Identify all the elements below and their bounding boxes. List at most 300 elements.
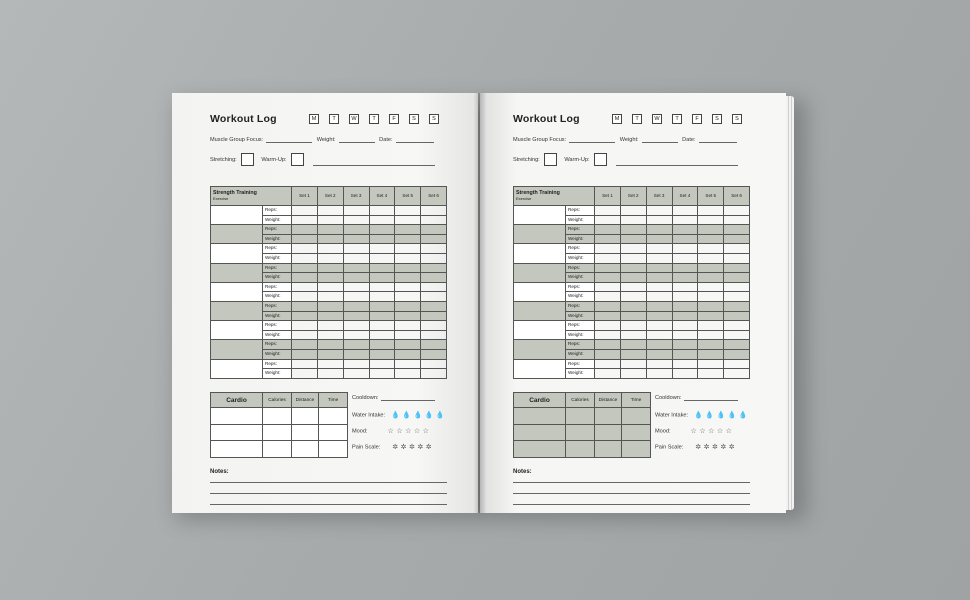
set-entry-cell[interactable] — [343, 292, 369, 302]
set-entry-cell[interactable] — [646, 301, 672, 311]
set-entry-cell[interactable] — [698, 301, 724, 311]
set-entry-cell[interactable] — [672, 234, 698, 244]
exercise-cell[interactable] — [514, 340, 566, 359]
set-entry-cell[interactable] — [292, 349, 318, 359]
exercise-cell[interactable] — [514, 244, 566, 263]
notes-line[interactable] — [513, 504, 750, 505]
set-entry-cell[interactable] — [421, 225, 447, 235]
set-entry-cell[interactable] — [292, 301, 318, 311]
date-field[interactable] — [396, 137, 434, 143]
set-entry-cell[interactable] — [343, 321, 369, 331]
set-entry-cell[interactable] — [317, 359, 343, 369]
set-entry-cell[interactable] — [395, 234, 421, 244]
set-entry-cell[interactable] — [646, 292, 672, 302]
exercise-cell[interactable] — [514, 321, 566, 340]
exercise-cell[interactable] — [514, 301, 566, 320]
set-entry-cell[interactable] — [724, 369, 750, 379]
set-entry-cell[interactable] — [672, 263, 698, 273]
set-entry-cell[interactable] — [369, 292, 395, 302]
set-entry-cell[interactable] — [317, 301, 343, 311]
set-entry-cell[interactable] — [317, 215, 343, 225]
set-entry-cell[interactable] — [646, 225, 672, 235]
set-entry-cell[interactable] — [369, 330, 395, 340]
set-entry-cell[interactable] — [724, 215, 750, 225]
set-entry-cell[interactable] — [317, 311, 343, 321]
cardio-entry-cell[interactable] — [292, 424, 319, 441]
cardio-entry-cell[interactable] — [211, 424, 263, 441]
notes-line[interactable] — [513, 493, 750, 494]
set-entry-cell[interactable] — [620, 340, 646, 350]
exercise-cell[interactable] — [211, 244, 263, 263]
muscle-group-field[interactable] — [266, 137, 312, 143]
warmup-notes-field[interactable] — [616, 160, 738, 166]
weekday-checkbox[interactable]: F — [389, 114, 399, 124]
set-entry-cell[interactable] — [646, 234, 672, 244]
exercise-cell[interactable] — [211, 206, 263, 225]
set-entry-cell[interactable] — [698, 253, 724, 263]
set-entry-cell[interactable] — [724, 349, 750, 359]
set-entry-cell[interactable] — [343, 330, 369, 340]
set-entry-cell[interactable] — [421, 359, 447, 369]
cardio-entry-cell[interactable] — [566, 424, 595, 441]
set-entry-cell[interactable] — [317, 253, 343, 263]
set-entry-cell[interactable] — [646, 215, 672, 225]
set-entry-cell[interactable] — [292, 253, 318, 263]
exercise-cell[interactable] — [211, 282, 263, 301]
cardio-entry-cell[interactable] — [263, 408, 292, 425]
cardio-entry-cell[interactable] — [514, 408, 566, 425]
set-entry-cell[interactable] — [672, 273, 698, 283]
set-entry-cell[interactable] — [646, 206, 672, 216]
set-entry-cell[interactable] — [646, 321, 672, 331]
set-entry-cell[interactable] — [317, 369, 343, 379]
set-entry-cell[interactable] — [620, 234, 646, 244]
cardio-entry-cell[interactable] — [211, 441, 263, 458]
set-entry-cell[interactable] — [724, 359, 750, 369]
notes-line[interactable] — [210, 482, 447, 483]
cooldown-field[interactable] — [684, 395, 738, 401]
set-entry-cell[interactable] — [698, 215, 724, 225]
set-entry-cell[interactable] — [646, 330, 672, 340]
set-entry-cell[interactable] — [672, 206, 698, 216]
set-entry-cell[interactable] — [620, 253, 646, 263]
set-entry-cell[interactable] — [698, 349, 724, 359]
star-icons[interactable]: ☆☆☆☆☆ — [387, 428, 432, 435]
set-entry-cell[interactable] — [317, 206, 343, 216]
set-entry-cell[interactable] — [646, 311, 672, 321]
set-entry-cell[interactable] — [620, 330, 646, 340]
exercise-cell[interactable] — [514, 263, 566, 282]
set-entry-cell[interactable] — [595, 330, 621, 340]
set-entry-cell[interactable] — [698, 330, 724, 340]
set-entry-cell[interactable] — [595, 321, 621, 331]
set-entry-cell[interactable] — [421, 244, 447, 254]
set-entry-cell[interactable] — [595, 263, 621, 273]
set-entry-cell[interactable] — [646, 369, 672, 379]
set-entry-cell[interactable] — [724, 263, 750, 273]
set-entry-cell[interactable] — [369, 301, 395, 311]
set-entry-cell[interactable] — [672, 359, 698, 369]
set-entry-cell[interactable] — [724, 234, 750, 244]
set-entry-cell[interactable] — [595, 359, 621, 369]
pain-burst-icons[interactable]: ✲✲✲✲✲ — [695, 444, 738, 451]
warmup-checkbox[interactable] — [594, 153, 607, 166]
set-entry-cell[interactable] — [317, 340, 343, 350]
cardio-entry-cell[interactable] — [514, 441, 566, 458]
cardio-entry-cell[interactable] — [566, 408, 595, 425]
set-entry-cell[interactable] — [369, 311, 395, 321]
weight-field[interactable] — [339, 137, 375, 143]
set-entry-cell[interactable] — [724, 253, 750, 263]
set-entry-cell[interactable] — [672, 301, 698, 311]
set-entry-cell[interactable] — [343, 273, 369, 283]
exercise-cell[interactable] — [211, 301, 263, 320]
cardio-entry-cell[interactable] — [263, 424, 292, 441]
set-entry-cell[interactable] — [292, 244, 318, 254]
set-entry-cell[interactable] — [421, 349, 447, 359]
cardio-entry-cell[interactable] — [514, 424, 566, 441]
set-entry-cell[interactable] — [292, 234, 318, 244]
set-entry-cell[interactable] — [292, 263, 318, 273]
set-entry-cell[interactable] — [369, 253, 395, 263]
set-entry-cell[interactable] — [395, 311, 421, 321]
set-entry-cell[interactable] — [620, 359, 646, 369]
set-entry-cell[interactable] — [317, 225, 343, 235]
set-entry-cell[interactable] — [698, 359, 724, 369]
set-entry-cell[interactable] — [646, 253, 672, 263]
set-entry-cell[interactable] — [595, 225, 621, 235]
weekday-checkbox[interactable]: F — [692, 114, 702, 124]
set-entry-cell[interactable] — [620, 321, 646, 331]
set-entry-cell[interactable] — [421, 206, 447, 216]
set-entry-cell[interactable] — [724, 340, 750, 350]
weekday-checkbox[interactable]: S — [732, 114, 742, 124]
set-entry-cell[interactable] — [620, 311, 646, 321]
set-entry-cell[interactable] — [292, 215, 318, 225]
set-entry-cell[interactable] — [369, 359, 395, 369]
exercise-cell[interactable] — [211, 359, 263, 378]
set-entry-cell[interactable] — [395, 244, 421, 254]
set-entry-cell[interactable] — [724, 273, 750, 283]
weekday-checkbox[interactable]: S — [712, 114, 722, 124]
set-entry-cell[interactable] — [620, 292, 646, 302]
weekday-checkbox[interactable]: T — [329, 114, 339, 124]
cardio-entry-cell[interactable] — [566, 441, 595, 458]
set-entry-cell[interactable] — [620, 301, 646, 311]
set-entry-cell[interactable] — [292, 225, 318, 235]
set-entry-cell[interactable] — [343, 369, 369, 379]
set-entry-cell[interactable] — [672, 321, 698, 331]
set-entry-cell[interactable] — [646, 359, 672, 369]
set-entry-cell[interactable] — [292, 340, 318, 350]
set-entry-cell[interactable] — [595, 301, 621, 311]
set-entry-cell[interactable] — [672, 253, 698, 263]
water-drop-icons[interactable]: 💧💧💧💧💧 — [391, 412, 448, 419]
set-entry-cell[interactable] — [620, 282, 646, 292]
set-entry-cell[interactable] — [317, 292, 343, 302]
set-entry-cell[interactable] — [343, 215, 369, 225]
set-entry-cell[interactable] — [369, 263, 395, 273]
set-entry-cell[interactable] — [672, 215, 698, 225]
set-entry-cell[interactable] — [595, 282, 621, 292]
set-entry-cell[interactable] — [292, 206, 318, 216]
set-entry-cell[interactable] — [395, 282, 421, 292]
exercise-cell[interactable] — [514, 225, 566, 244]
set-entry-cell[interactable] — [395, 273, 421, 283]
set-entry-cell[interactable] — [724, 330, 750, 340]
set-entry-cell[interactable] — [620, 369, 646, 379]
set-entry-cell[interactable] — [698, 369, 724, 379]
set-entry-cell[interactable] — [672, 311, 698, 321]
exercise-cell[interactable] — [514, 206, 566, 225]
muscle-group-field[interactable] — [569, 137, 615, 143]
set-entry-cell[interactable] — [595, 253, 621, 263]
set-entry-cell[interactable] — [395, 263, 421, 273]
exercise-cell[interactable] — [211, 225, 263, 244]
set-entry-cell[interactable] — [421, 301, 447, 311]
weekday-checkbox[interactable]: M — [309, 114, 319, 124]
cardio-entry-cell[interactable] — [319, 424, 348, 441]
set-entry-cell[interactable] — [395, 369, 421, 379]
set-entry-cell[interactable] — [620, 263, 646, 273]
set-entry-cell[interactable] — [292, 369, 318, 379]
set-entry-cell[interactable] — [421, 253, 447, 263]
set-entry-cell[interactable] — [698, 282, 724, 292]
cardio-entry-cell[interactable] — [211, 408, 263, 425]
set-entry-cell[interactable] — [698, 311, 724, 321]
weekday-checkbox[interactable]: S — [429, 114, 439, 124]
set-entry-cell[interactable] — [317, 234, 343, 244]
set-entry-cell[interactable] — [343, 253, 369, 263]
set-entry-cell[interactable] — [317, 321, 343, 331]
set-entry-cell[interactable] — [343, 311, 369, 321]
set-entry-cell[interactable] — [369, 206, 395, 216]
set-entry-cell[interactable] — [421, 292, 447, 302]
notes-label: Notes: — [513, 469, 532, 475]
set-entry-cell[interactable] — [343, 349, 369, 359]
set-entry-cell[interactable] — [646, 349, 672, 359]
exercise-cell[interactable] — [211, 321, 263, 340]
set-entry-cell[interactable] — [672, 282, 698, 292]
set-entry-cell[interactable] — [343, 282, 369, 292]
set-entry-cell[interactable] — [698, 263, 724, 273]
set-entry-cell[interactable] — [369, 273, 395, 283]
set-entry-cell[interactable] — [421, 273, 447, 283]
set-entry-cell[interactable] — [292, 292, 318, 302]
cardio-entry-cell[interactable] — [595, 408, 622, 425]
weekday-checkbox[interactable]: M — [612, 114, 622, 124]
set-entry-cell[interactable] — [646, 340, 672, 350]
set-entry-cell[interactable] — [620, 206, 646, 216]
set-entry-cell[interactable] — [421, 340, 447, 350]
set-entry-cell[interactable] — [724, 292, 750, 302]
cardio-entry-cell[interactable] — [319, 408, 348, 425]
set-entry-cell[interactable] — [343, 225, 369, 235]
cooldown-field[interactable] — [381, 395, 435, 401]
set-entry-cell[interactable] — [421, 330, 447, 340]
set-entry-cell[interactable] — [724, 311, 750, 321]
set-entry-cell[interactable] — [595, 369, 621, 379]
set-entry-cell[interactable] — [672, 340, 698, 350]
set-entry-cell[interactable] — [595, 349, 621, 359]
set-entry-cell[interactable] — [317, 263, 343, 273]
weight-field[interactable] — [642, 137, 678, 143]
set-entry-cell[interactable] — [698, 273, 724, 283]
set-entry-cell[interactable] — [395, 225, 421, 235]
set-entry-cell[interactable] — [395, 321, 421, 331]
set-entry-cell[interactable] — [724, 321, 750, 331]
set-entry-cell[interactable] — [369, 225, 395, 235]
set-entry-cell[interactable] — [672, 369, 698, 379]
set-entry-cell[interactable] — [395, 349, 421, 359]
exercise-cell[interactable] — [211, 340, 263, 359]
set-entry-cell[interactable] — [317, 244, 343, 254]
set-entry-cell[interactable] — [646, 273, 672, 283]
notes-line[interactable] — [210, 504, 447, 505]
set-entry-cell[interactable] — [369, 340, 395, 350]
set-entry-cell[interactable] — [646, 263, 672, 273]
set-entry-cell[interactable] — [595, 292, 621, 302]
set-entry-cell[interactable] — [369, 234, 395, 244]
set-entry-cell[interactable] — [595, 340, 621, 350]
set-entry-cell[interactable] — [292, 321, 318, 331]
set-entry-cell[interactable] — [698, 234, 724, 244]
set-entry-cell[interactable] — [369, 321, 395, 331]
set-entry-cell[interactable] — [395, 215, 421, 225]
cardio-entry-cell[interactable] — [595, 441, 622, 458]
set-entry-cell[interactable] — [595, 273, 621, 283]
set-entry-cell[interactable] — [292, 330, 318, 340]
set-entry-cell[interactable] — [421, 321, 447, 331]
set-entry-cell[interactable] — [698, 340, 724, 350]
set-entry-cell[interactable] — [395, 359, 421, 369]
set-entry-cell[interactable] — [343, 301, 369, 311]
set-entry-cell[interactable] — [421, 234, 447, 244]
pain-burst-icons[interactable]: ✲✲✲✲✲ — [392, 444, 435, 451]
set-entry-cell[interactable] — [421, 215, 447, 225]
set-entry-cell[interactable] — [343, 340, 369, 350]
date-field[interactable] — [699, 137, 737, 143]
set-entry-cell[interactable] — [292, 311, 318, 321]
set-entry-cell[interactable] — [369, 244, 395, 254]
exercise-cell[interactable] — [211, 263, 263, 282]
cardio-entry-cell[interactable] — [595, 424, 622, 441]
stretching-checkbox[interactable] — [544, 153, 557, 166]
set-entry-cell[interactable] — [620, 225, 646, 235]
cardio-entry-cell[interactable] — [319, 441, 348, 458]
set-entry-cell[interactable] — [317, 273, 343, 283]
set-entry-cell[interactable] — [369, 282, 395, 292]
set-entry-cell[interactable] — [343, 244, 369, 254]
set-entry-cell[interactable] — [292, 282, 318, 292]
cardio-entry-cell[interactable] — [622, 441, 651, 458]
set-entry-cell[interactable] — [343, 206, 369, 216]
weekday-checkbox[interactable]: T — [369, 114, 379, 124]
set-entry-cell[interactable] — [620, 244, 646, 254]
set-entry-cell[interactable] — [698, 225, 724, 235]
set-entry-cell[interactable] — [369, 215, 395, 225]
set-entry-cell[interactable] — [317, 330, 343, 340]
water-drop-icons[interactable]: 💧💧💧💧💧 — [694, 412, 751, 419]
cardio-title: Cardio — [514, 393, 566, 408]
set-entry-cell[interactable] — [317, 282, 343, 292]
set-entry-cell[interactable] — [672, 292, 698, 302]
cardio-entry-cell[interactable] — [292, 441, 319, 458]
set-entry-cell[interactable] — [595, 234, 621, 244]
set-entry-cell[interactable] — [620, 273, 646, 283]
set-entry-cell[interactable] — [395, 253, 421, 263]
set-entry-cell[interactable] — [343, 359, 369, 369]
set-entry-cell[interactable] — [421, 263, 447, 273]
set-entry-cell[interactable] — [395, 292, 421, 302]
set-entry-cell[interactable] — [698, 206, 724, 216]
set-entry-cell[interactable] — [698, 244, 724, 254]
set-entry-cell[interactable] — [698, 321, 724, 331]
stretching-checkbox[interactable] — [241, 153, 254, 166]
cardio-entry-cell[interactable] — [622, 408, 651, 425]
weekday-checkbox[interactable]: T — [632, 114, 642, 124]
set-entry-cell[interactable] — [595, 215, 621, 225]
set-entry-cell[interactable] — [292, 273, 318, 283]
set-entry-cell[interactable] — [724, 206, 750, 216]
cardio-entry-cell[interactable] — [263, 441, 292, 458]
set-entry-cell[interactable] — [595, 206, 621, 216]
set-entry-cell[interactable] — [698, 292, 724, 302]
cardio-entry-cell[interactable] — [622, 424, 651, 441]
set-entry-cell[interactable] — [724, 225, 750, 235]
set-entry-cell[interactable] — [672, 225, 698, 235]
set-entry-cell[interactable] — [595, 244, 621, 254]
set-entry-cell[interactable] — [672, 330, 698, 340]
set-entry-cell[interactable] — [395, 301, 421, 311]
set-entry-cell[interactable] — [343, 234, 369, 244]
set-entry-cell[interactable] — [724, 244, 750, 254]
set-entry-cell[interactable] — [369, 349, 395, 359]
set-entry-cell[interactable] — [421, 311, 447, 321]
set-entry-cell[interactable] — [724, 301, 750, 311]
weekday-checkbox[interactable]: W — [349, 114, 359, 124]
set-entry-cell[interactable] — [672, 244, 698, 254]
set-entry-cell[interactable] — [395, 340, 421, 350]
set-entry-cell[interactable] — [395, 330, 421, 340]
notes-line[interactable] — [513, 482, 750, 483]
set-entry-cell[interactable] — [343, 263, 369, 273]
set-entry-cell[interactable] — [672, 349, 698, 359]
exercise-cell[interactable] — [514, 359, 566, 378]
warmup-notes-field[interactable] — [313, 160, 435, 166]
weekday-checkbox[interactable]: W — [652, 114, 662, 124]
set-entry-cell[interactable] — [369, 369, 395, 379]
set-entry-cell[interactable] — [292, 359, 318, 369]
weekday-checkbox[interactable]: T — [672, 114, 682, 124]
set-entry-cell[interactable] — [421, 369, 447, 379]
set-entry-cell[interactable] — [317, 349, 343, 359]
warmup-checkbox[interactable] — [291, 153, 304, 166]
set-entry-cell[interactable] — [620, 215, 646, 225]
weekday-checkbox[interactable]: S — [409, 114, 419, 124]
notes-line[interactable] — [210, 493, 447, 494]
set-entry-cell[interactable] — [724, 282, 750, 292]
set-entry-cell[interactable] — [646, 282, 672, 292]
star-icons[interactable]: ☆☆☆☆☆ — [690, 428, 735, 435]
set-entry-cell[interactable] — [620, 349, 646, 359]
set-entry-cell[interactable] — [395, 206, 421, 216]
set-entry-cell[interactable] — [421, 282, 447, 292]
cardio-entry-cell[interactable] — [292, 408, 319, 425]
set-entry-cell[interactable] — [646, 244, 672, 254]
exercise-cell[interactable] — [514, 282, 566, 301]
set-entry-cell[interactable] — [595, 311, 621, 321]
